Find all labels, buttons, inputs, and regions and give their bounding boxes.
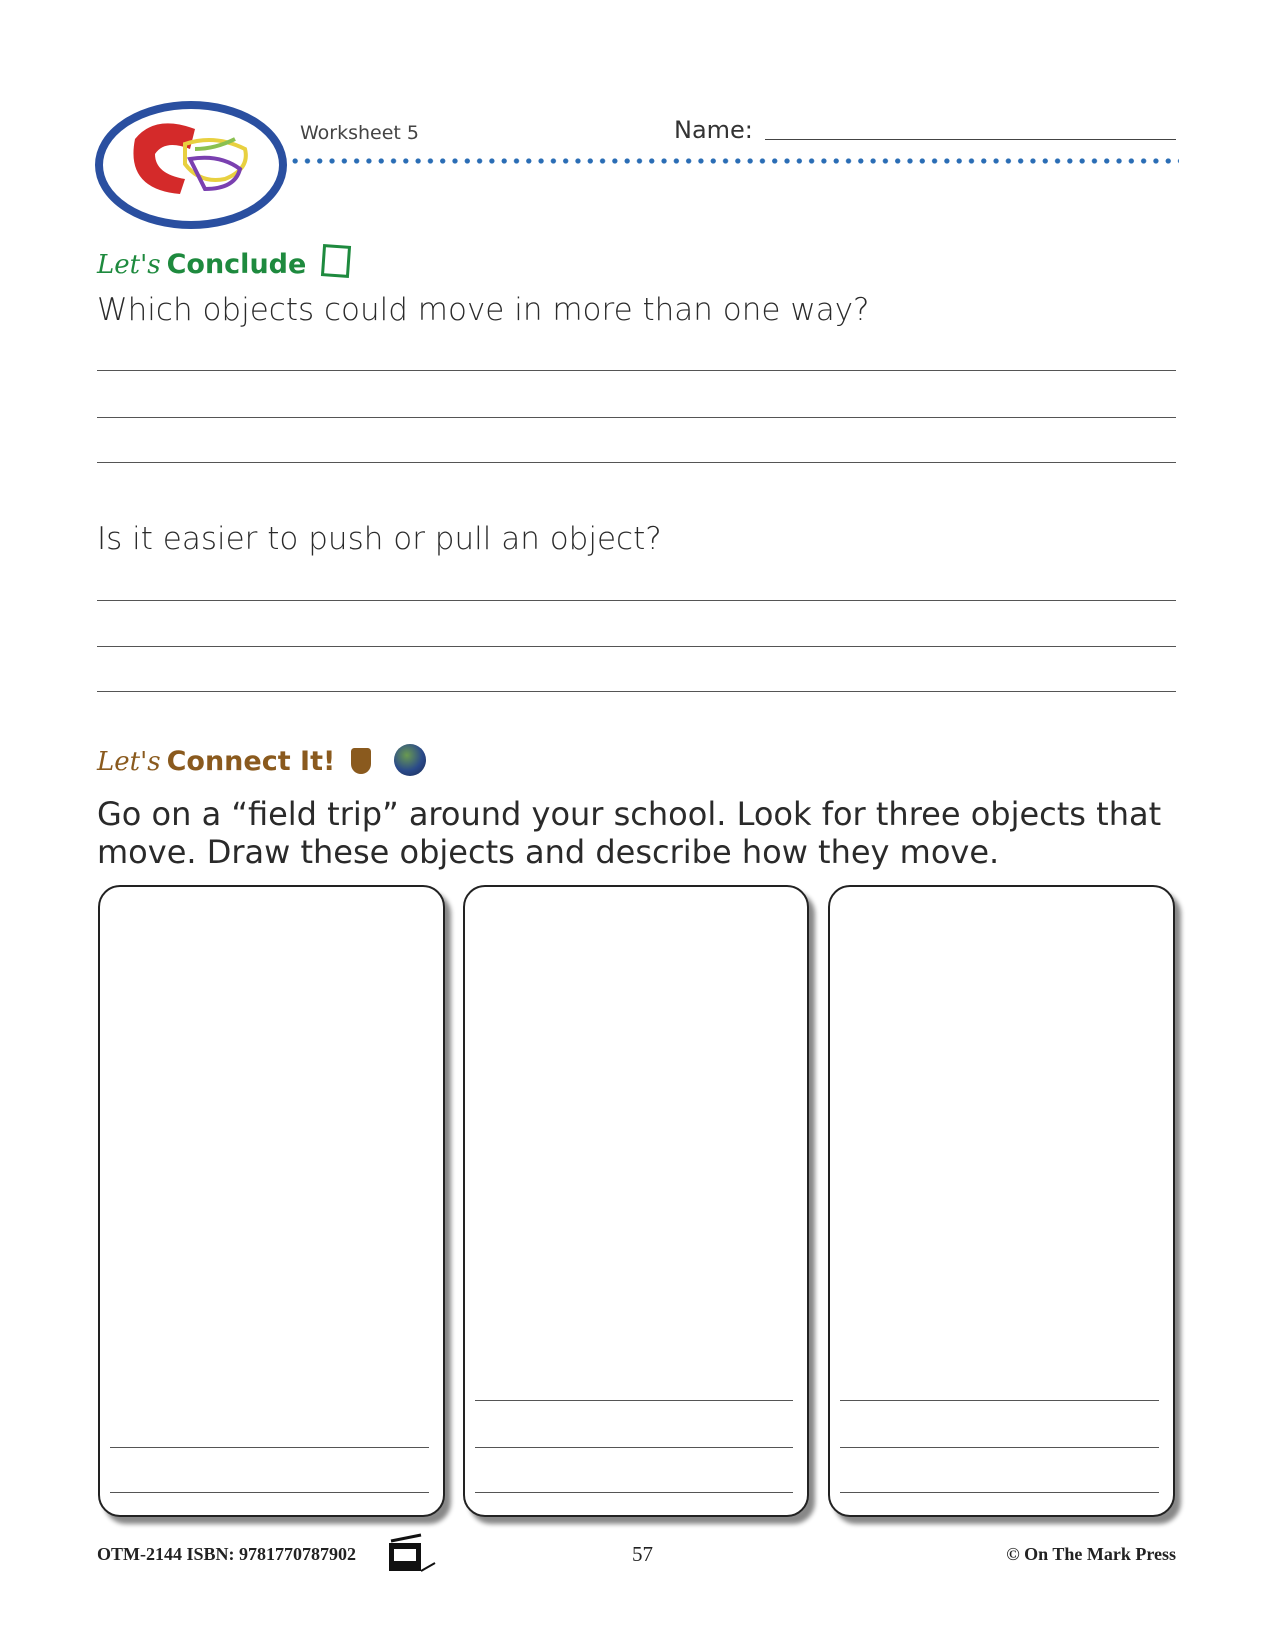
answer-line[interactable] bbox=[97, 417, 1176, 418]
answer-line[interactable] bbox=[110, 1447, 429, 1448]
answer-line[interactable] bbox=[475, 1447, 793, 1448]
answer-line[interactable] bbox=[475, 1400, 793, 1401]
drawing-box-3[interactable] bbox=[828, 885, 1175, 1517]
answer-line[interactable] bbox=[475, 1492, 793, 1493]
answer-line[interactable] bbox=[97, 646, 1176, 647]
magnet-logo bbox=[95, 99, 290, 231]
answer-line[interactable] bbox=[840, 1492, 1159, 1493]
copier-icon bbox=[387, 1533, 462, 1573]
drawing-box-2[interactable] bbox=[463, 885, 809, 1517]
dotted-divider bbox=[289, 158, 1179, 164]
answer-line[interactable] bbox=[97, 462, 1176, 463]
instructions: Go on a “field trip” around your school. Look for three objects that move. Draw these objects and describe how they move. bbox=[97, 795, 1162, 871]
flask-icon bbox=[351, 748, 371, 774]
answer-line[interactable] bbox=[97, 691, 1176, 692]
drawing-box-1[interactable] bbox=[98, 885, 445, 1517]
question-1: Which objects could move in more than one way? bbox=[97, 292, 870, 328]
answer-line[interactable] bbox=[840, 1447, 1159, 1448]
page-number: 57 bbox=[632, 1542, 653, 1566]
answer-line[interactable] bbox=[97, 600, 1176, 601]
question-2: Is it easier to push or pull an object? bbox=[97, 521, 662, 557]
copyright: © On The Mark Press bbox=[1006, 1544, 1176, 1564]
worksheet-number: Worksheet 5 bbox=[300, 122, 420, 144]
answer-line[interactable] bbox=[840, 1400, 1159, 1401]
footer-isbn: OTM-2144 ISBN: 9781770787902 bbox=[97, 1544, 357, 1564]
lets-connect-heading: Let's Connect It! bbox=[97, 744, 426, 777]
globe-icon bbox=[394, 744, 426, 776]
name-label: Name: bbox=[674, 116, 753, 144]
answer-line[interactable] bbox=[110, 1492, 429, 1493]
notepad-icon bbox=[321, 244, 351, 278]
name-field[interactable] bbox=[765, 139, 1176, 140]
answer-line[interactable] bbox=[97, 370, 1176, 371]
lets-conclude-heading: Let's Conclude bbox=[97, 245, 350, 280]
